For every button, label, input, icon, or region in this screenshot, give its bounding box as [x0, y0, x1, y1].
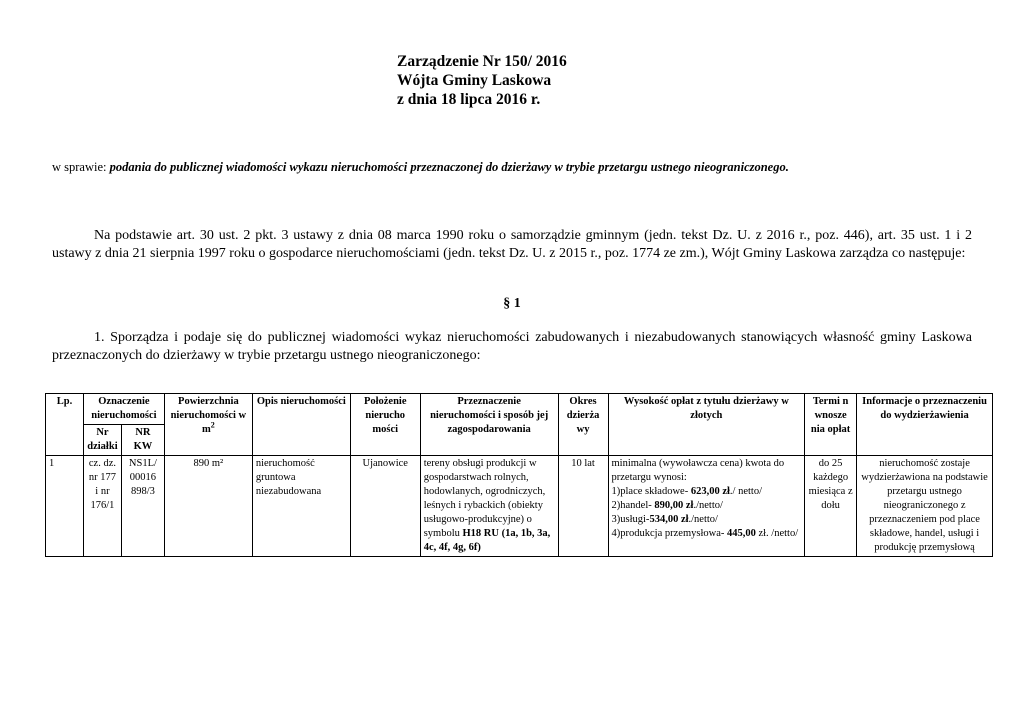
header-oznaczenie: Oznaczenie nieruchomości	[83, 394, 164, 425]
cell-lp: 1	[46, 456, 84, 557]
header-informacje: Informacje o przeznaczeniu do wydzierżawienia	[857, 394, 993, 456]
point-1-paragraph: 1. Sporządza i podaje się do publicznej wiadomości wykaz nieruchomości zabudowanych i niezabudowanych stanowiących własność gminy Laskowa przeznaczonych do dzierżawy w trybie przetargu ustnego nieograniczonego:	[52, 330, 972, 363]
subject-topic: podania do publicznej wiadomości wykazu nieruchomości przeznaczonej do dzierżawy w trybie przetargu ustnego nieograniczonego.	[109, 160, 789, 174]
ordinance-number: Zarządzenie Nr 150/ 2016	[397, 53, 567, 70]
table-row	[46, 456, 993, 557]
document-header	[397, 52, 567, 109]
cell-nr-dzialki: cz. dz. nr 177 i nr 176/1	[83, 456, 121, 557]
section-heading: § 1	[503, 296, 521, 311]
header-wysokosc: Wysokość opłat z tytułu dzierżawy w złotych	[608, 394, 805, 456]
header-nr-kw: NR KW	[121, 425, 164, 456]
zoning-symbol: H18 RU (1a, 1b, 3a, 4c, 4f, 4g, 6f)	[423, 528, 551, 553]
subject-prefix: w sprawie:	[52, 160, 110, 174]
cell-termin: do 25 każdego miesiąca z dołu	[805, 456, 857, 557]
header-opis: Opis nieruchomości	[252, 394, 350, 456]
cell-powierzchnia: 890 m²	[164, 456, 252, 557]
header-lp: Lp.	[46, 394, 84, 456]
header-nr-dzialki: Nr działki	[83, 425, 121, 456]
header-termin: Termi n wnosze nia opłat	[805, 394, 857, 456]
preamble-paragraph: Na podstawie art. 30 ust. 2 pkt. 3 ustawy z dnia 08 marca 1990 roku o samorządzie gminnym (jedn. tekst Dz. U. z 2016 r., poz. 446), art. 35 ust. 1 i 2 ustawy z dnia 21 sierpnia 1997 roku o gospodarce nieruchomościami (jedn. tekst Dz. U. z 2015 r., poz. 1774 ze zm.), Wójt Gminy Laskowa zarządza co następuje:	[52, 228, 972, 261]
cell-okres: 10 lat	[558, 456, 608, 557]
header-powierzchnia: Powierzchnia nieruchomości w $m^2$	[164, 394, 252, 456]
cell-nr-kw: NS1L/ 00016 898/3	[121, 456, 164, 557]
header-przeznaczenie: Przeznaczenie nieruchomości i sposób jej zagospodarowania	[420, 394, 558, 456]
header-okres: Okres dzierża wy	[558, 394, 608, 456]
header-polozenie: Położenie nierucho mości	[350, 394, 420, 456]
cell-polozenie: Ujanowice	[350, 456, 420, 557]
ordinance-date: z dnia 18 lipca 2016 r.	[397, 91, 541, 108]
cell-informacje: nieruchomość zostaje wydzierżawiona na podstawie przetargu ustnego nieograniczonego z przeznaczeniem pod place składowe, handel, usługi i produkcję przemysłową	[857, 456, 993, 557]
cell-opis: nieruchomość gruntowa niezabudowana	[252, 456, 350, 557]
subject-line	[52, 160, 982, 175]
property-table	[45, 393, 993, 557]
issuer: Wójta Gminy Laskowa	[397, 72, 552, 89]
cell-przeznaczenie: tereny obsługi produkcji w gospodarstwach rolnych, hodowlanych, ogrodniczych, leśnych i rybackich (obiekty usługowo-produkcyjne) o symbolu H18 RU (1a, 1b, 3a, 4c, 4f, 4g, 6f)	[420, 456, 558, 557]
cell-wysokosc: minimalna (wywoławcza cena) kwota do przetargu wynosi: 1)place składowe- 623,00 zł./ netto/ 2)handel- 890,00 zł./netto/ 3)usługi-534,00 zł./netto/ 4)produkcja przemysłowa- 445,00 zł. /netto/	[608, 456, 805, 557]
